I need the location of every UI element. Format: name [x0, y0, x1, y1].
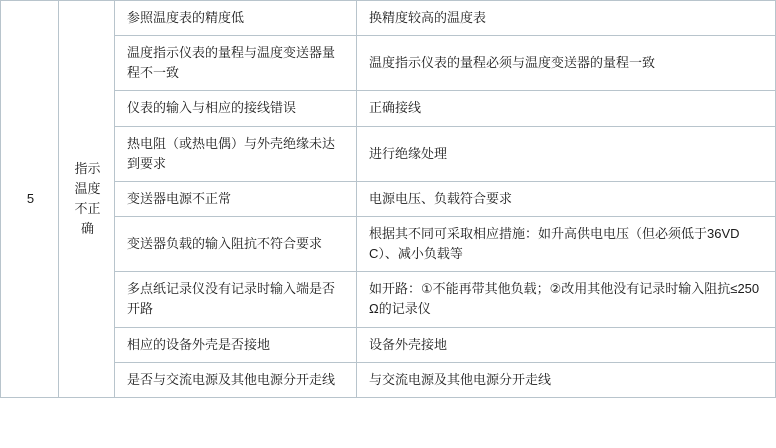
table-row	[1, 181, 776, 216]
cause-cell: 仪表的输入与相应的接线错误	[115, 91, 357, 126]
cause-cell: 温度指示仪表的量程与温度变送器量程不一致	[115, 36, 357, 91]
action-cell: 温度指示仪表的量程必须与温度变送器的量程一致	[357, 36, 776, 91]
fault-name-line: 指示	[74, 160, 101, 176]
table-row	[1, 216, 776, 271]
cause-cell: 多点纸记录仪没有记录时输入端是否开路	[115, 272, 357, 327]
table-row	[1, 327, 776, 362]
action-cell: 与交流电源及其他电源分开走线	[357, 362, 776, 397]
fault-name-cell	[59, 1, 115, 398]
fault-name-line: 温度	[74, 180, 101, 196]
action-cell: 电源电压、负载符合要求	[357, 181, 776, 216]
table-row	[1, 272, 776, 327]
cause-cell: 相应的设备外壳是否接地	[115, 327, 357, 362]
table-row	[1, 126, 776, 181]
cause-cell: 参照温度表的精度低	[115, 1, 357, 36]
cause-cell: 热电阻（或热电偶）与外壳绝缘未达到要求	[115, 126, 357, 181]
cause-cell: 变送器负载的输入阻抗不符合要求	[115, 216, 357, 271]
row-index-cell: 5	[1, 1, 59, 398]
action-cell: 如开路：①不能再带其他负载；②改用其他没有记录时输入阻抗≤250Ω的记录仪	[357, 272, 776, 327]
action-cell: 正确接线	[357, 91, 776, 126]
fault-name-line: 不正	[74, 200, 101, 216]
table-row	[1, 362, 776, 397]
table-body	[1, 1, 776, 398]
fault-name-line: 确	[80, 221, 94, 237]
cause-cell: 变送器电源不正常	[115, 181, 357, 216]
action-cell: 根据其不同可采取相应措施：如升高供电电压（但必须低于36VDC）、减小负载等	[357, 216, 776, 271]
table-row	[1, 1, 776, 36]
table-row	[1, 36, 776, 91]
action-cell: 换精度较高的温度表	[357, 1, 776, 36]
table-row	[1, 91, 776, 126]
action-cell: 设备外壳接地	[357, 327, 776, 362]
action-cell: 进行绝缘处理	[357, 126, 776, 181]
cause-cell: 是否与交流电源及其他电源分开走线	[115, 362, 357, 397]
